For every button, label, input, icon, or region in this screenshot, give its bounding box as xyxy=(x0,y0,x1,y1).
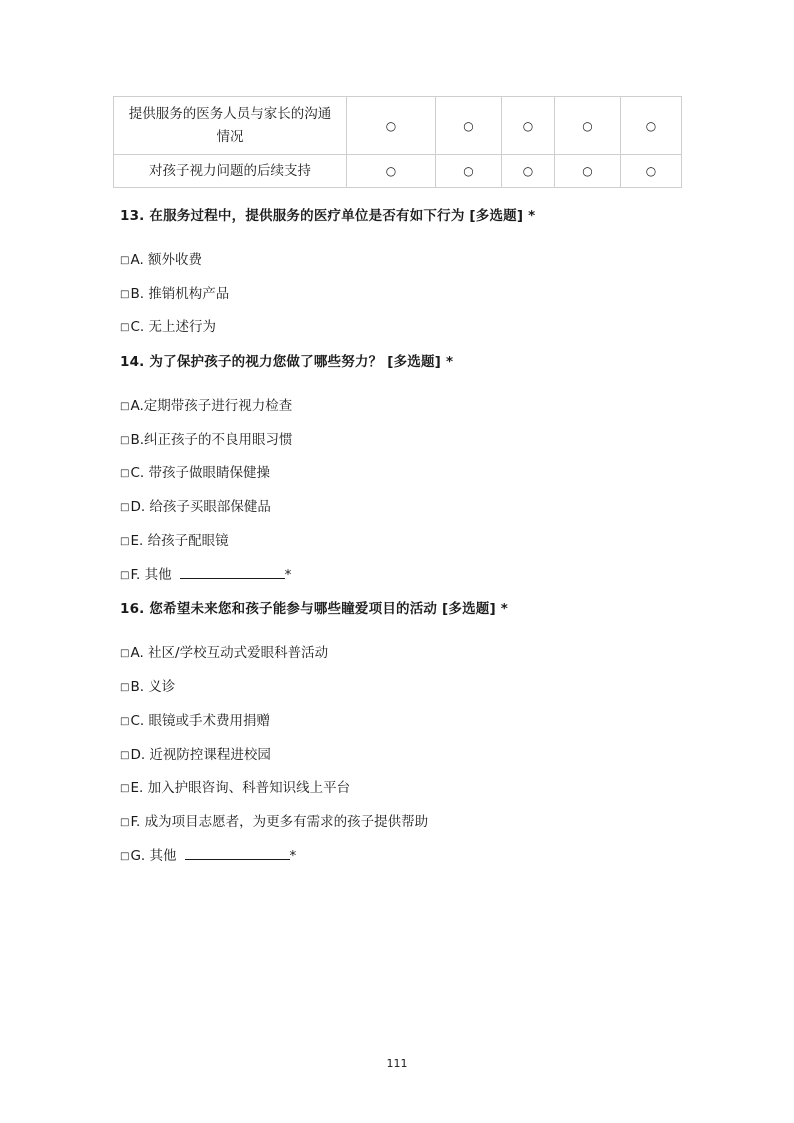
checkbox-option-other[interactable] xyxy=(120,563,291,583)
checkbox-icon[interactable]: □ xyxy=(120,401,130,412)
required-mark: * xyxy=(284,567,292,583)
page-number: 111 xyxy=(386,1057,408,1070)
option-label: D. 近视防控课程进校园 xyxy=(130,747,271,763)
checkbox-icon[interactable]: □ xyxy=(120,322,130,333)
question-14-title: 14. 为了保护孩子的视力您做了哪些努力？ [多选题] * xyxy=(120,354,454,370)
radio-option[interactable]: ○ xyxy=(436,97,502,155)
radio-option[interactable]: ○ xyxy=(502,97,555,155)
checkbox-icon[interactable]: □ xyxy=(120,289,130,300)
radio-option[interactable]: ○ xyxy=(621,155,682,188)
checkbox-icon[interactable]: □ xyxy=(120,716,130,727)
other-text-field[interactable] xyxy=(180,566,285,579)
option-label: D. 给孩子买眼部保健品 xyxy=(130,499,271,515)
option-label: B. 推销机构产品 xyxy=(130,286,230,302)
row-label-line: 情况 xyxy=(216,128,244,145)
checkbox-option-other[interactable] xyxy=(120,844,296,864)
option-label: A. 额外收费 xyxy=(130,252,203,268)
checkbox-icon[interactable]: □ xyxy=(120,255,130,266)
option-label: C. 无上述行为 xyxy=(130,319,216,335)
checkbox-icon[interactable]: □ xyxy=(120,570,130,581)
checkbox-icon[interactable]: □ xyxy=(120,783,130,794)
option-label: G. 其他 xyxy=(130,848,177,864)
checkbox-icon[interactable]: □ xyxy=(120,536,130,547)
checkbox-option[interactable] xyxy=(120,810,428,830)
checkbox-option[interactable] xyxy=(120,743,271,763)
row-label xyxy=(114,97,347,155)
checkbox-option[interactable] xyxy=(120,394,292,414)
checkbox-option[interactable] xyxy=(120,461,270,481)
radio-option[interactable]: ○ xyxy=(555,97,621,155)
option-label: A.定期带孩子进行视力检查 xyxy=(130,398,293,414)
checkbox-option[interactable] xyxy=(120,675,175,695)
radio-option[interactable]: ○ xyxy=(555,155,621,188)
checkbox-icon[interactable]: □ xyxy=(120,468,130,479)
row-label-line: 提供服务的医务人员与家长的沟通 xyxy=(128,105,332,122)
radio-option[interactable]: ○ xyxy=(502,155,555,188)
checkbox-option[interactable] xyxy=(120,776,350,796)
option-label: C. 带孩子做眼睛保健操 xyxy=(130,465,270,481)
table-row xyxy=(114,97,682,155)
checkbox-option[interactable] xyxy=(120,428,293,448)
option-label: E. 给孩子配眼镜 xyxy=(130,533,229,549)
table-row xyxy=(114,155,682,188)
checkbox-icon[interactable]: □ xyxy=(120,750,130,761)
checkbox-option[interactable] xyxy=(120,282,229,302)
checkbox-icon[interactable]: □ xyxy=(120,682,130,693)
checkbox-option[interactable] xyxy=(120,315,216,335)
option-label: E. 加入护眼咨询、科普知识线上平台 xyxy=(130,780,351,796)
checkbox-icon[interactable]: □ xyxy=(120,502,130,513)
checkbox-option[interactable] xyxy=(120,641,328,661)
radio-option[interactable]: ○ xyxy=(436,155,502,188)
checkbox-option[interactable] xyxy=(120,709,270,729)
checkbox-icon[interactable]: □ xyxy=(120,817,130,828)
option-label: C. 眼镜或手术费用捐赠 xyxy=(130,713,270,729)
checkbox-option[interactable] xyxy=(120,495,271,515)
option-label: A. 社区/学校互动式爱眼科普活动 xyxy=(130,645,329,661)
radio-option[interactable]: ○ xyxy=(347,97,436,155)
option-label: B.纠正孩子的不良用眼习惯 xyxy=(130,432,293,448)
option-label: F. 成为项目志愿者，为更多有需求的孩子提供帮助 xyxy=(130,814,429,830)
rating-table xyxy=(113,96,682,188)
other-text-field[interactable] xyxy=(185,847,290,860)
question-16-title: 16. 您希望未来您和孩子能参与哪些瞳爱项目的活动 [多选题] * xyxy=(120,601,509,617)
radio-option[interactable]: ○ xyxy=(347,155,436,188)
checkbox-icon[interactable]: □ xyxy=(120,851,130,862)
checkbox-icon[interactable]: □ xyxy=(120,435,130,446)
radio-option[interactable]: ○ xyxy=(621,97,682,155)
required-mark: * xyxy=(289,848,297,864)
checkbox-option[interactable] xyxy=(120,248,202,268)
row-label: 对孩子视力问题的后续支持 xyxy=(114,155,347,188)
question-13-title: 13. 在服务过程中，提供服务的医疗单位是否有如下行为 [多选题] * xyxy=(120,208,536,224)
checkbox-icon[interactable]: □ xyxy=(120,648,130,659)
checkbox-option[interactable] xyxy=(120,529,229,549)
option-label: B. 义诊 xyxy=(130,679,176,695)
option-label: F. 其他 xyxy=(130,567,172,583)
